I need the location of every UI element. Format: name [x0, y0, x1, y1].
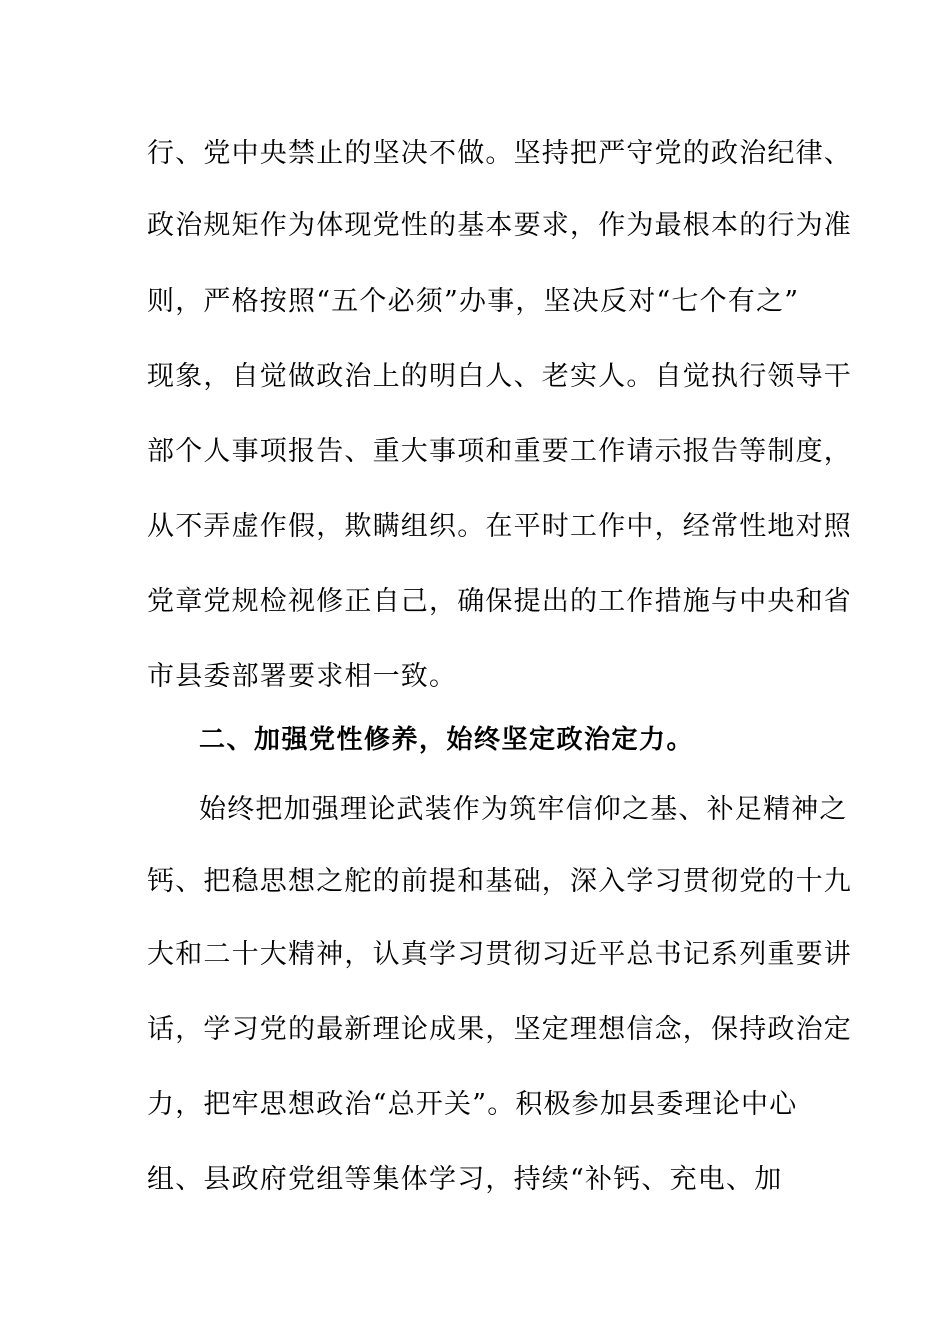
- section-heading: 二、加强党性修养，始终坚定政治定力。: [199, 725, 695, 755]
- paragraph-1-line-3: 则，严格按照“五个必须”办事，坚决反对“七个有之”: [147, 286, 800, 317]
- paragraph-2-line-2: 钙、把稳思想之舵的前提和基础，深入学习贯彻党的十九: [147, 866, 852, 897]
- paragraph-2-line-6: 组、县政府党组等集体学习，持续“补钙、充电、加: [147, 1164, 783, 1195]
- paragraph-1-line-2: 政治规矩作为体现党性的基本要求，作为最根本的行为准: [147, 210, 852, 241]
- paragraph-1-line-1: 行、党中央禁止的坚决不做。坚持把严守党的政治纪律、: [147, 138, 852, 169]
- paragraph-2-line-4: 话，学习党的最新理论成果，坚定理想信念，保持政治定: [147, 1014, 852, 1045]
- paragraph-2-line-3: 大和二十大精神，认真学习贯彻习近平总书记系列重要讲: [147, 939, 852, 970]
- paragraph-1-line-5: 部个人事项报告、重大事项和重要工作请示报告等制度，: [147, 436, 852, 467]
- paragraph-1-line-6: 从不弄虚作假，欺瞒组织。在平时工作中，经常性地对照: [147, 511, 852, 542]
- paragraph-1-line-7: 党章党规检视修正自己，确保提出的工作措施与中央和省: [147, 586, 852, 617]
- paragraph-1-line-8: 市县委部署要求相一致。: [147, 661, 458, 692]
- paragraph-2-line-1: 始终把加强理论武装作为筑牢信仰之基、补足精神之: [199, 794, 848, 825]
- paragraph-1-line-4: 现象，自觉做政治上的明白人、老实人。自觉执行领导干: [147, 361, 852, 392]
- paragraph-2-line-5: 力，把牢思想政治“总开关”。积极参加县委理论中心: [147, 1089, 798, 1120]
